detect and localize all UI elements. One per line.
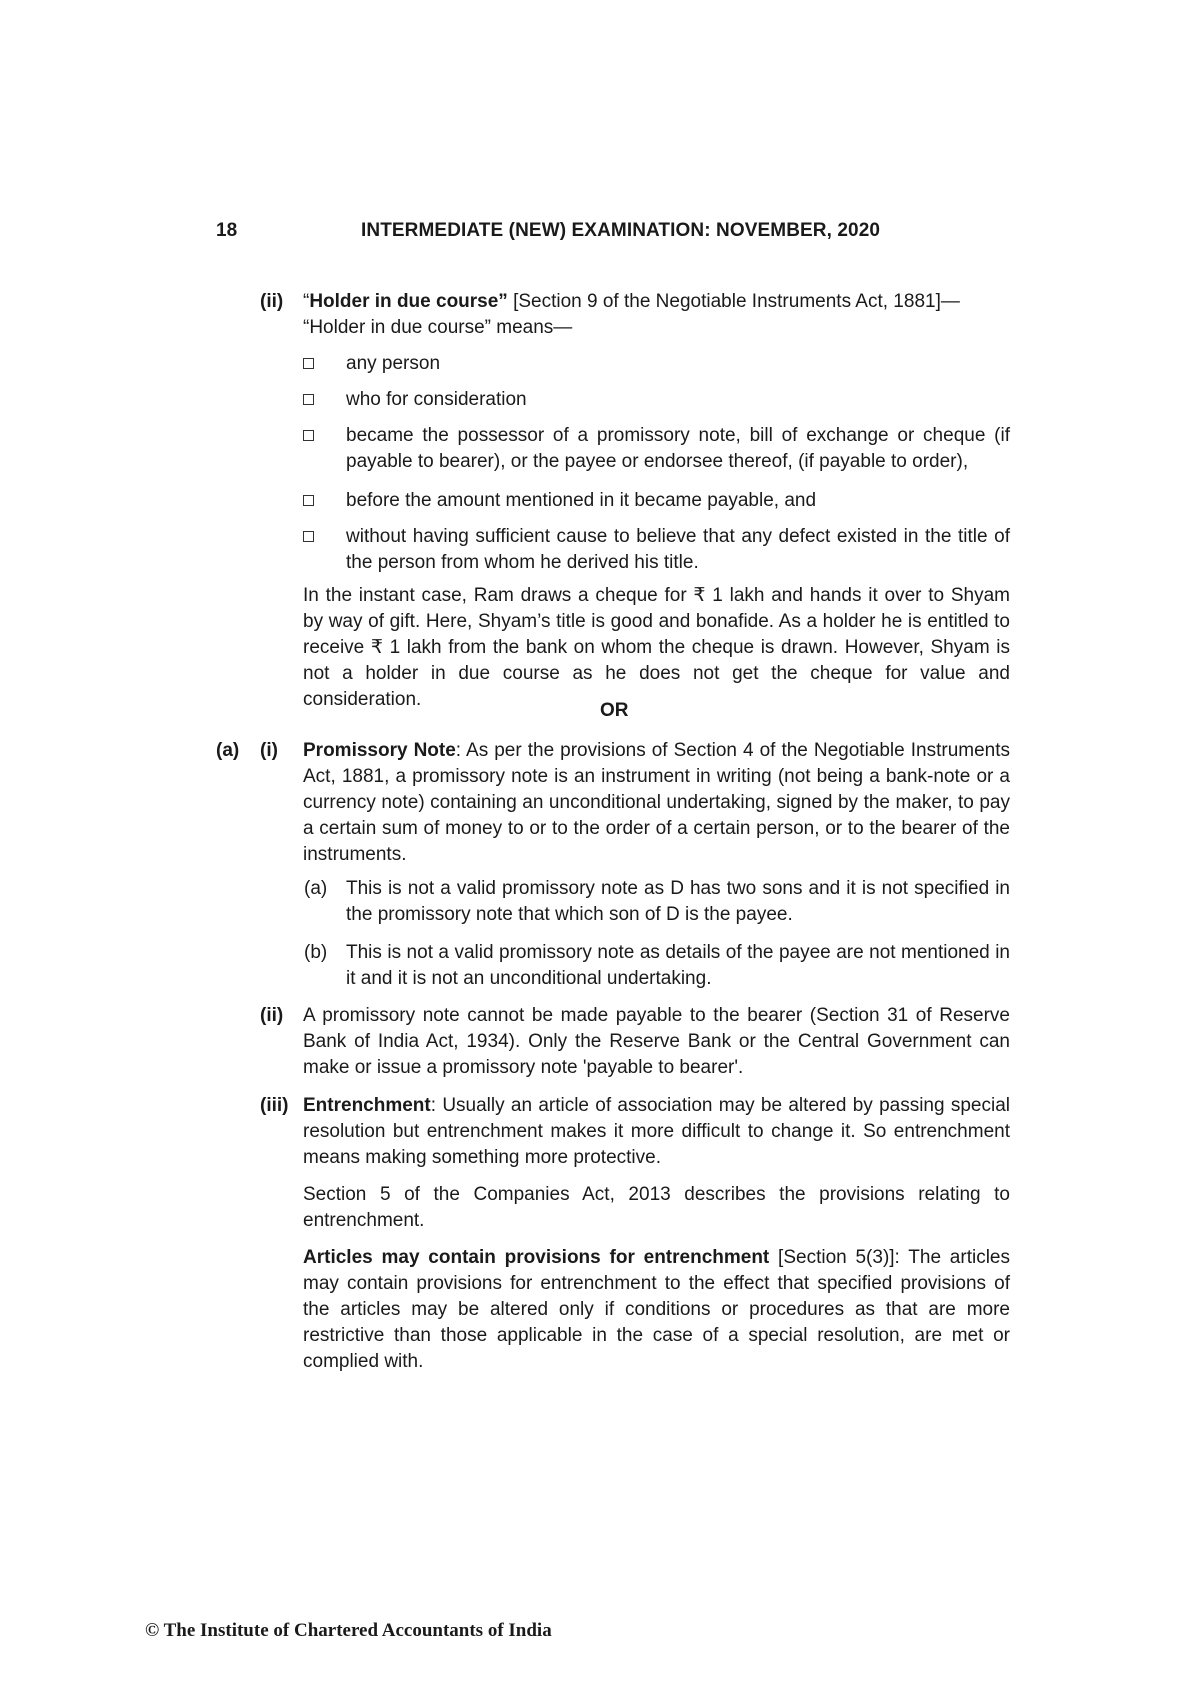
- sub-item-text: This is not a valid promissory note as details of the payee are not mentioned in it and it is not an unconditional undertaking.: [346, 942, 1010, 989]
- bullet-item: became the possessor of a promissory note, bill of exchange or cheque (if payable to bearer), or the payee or endorsee thereof, (if payable to order),: [346, 425, 1010, 472]
- holder-intro-rest: [Section 9 of the Negotiable Instruments Act, 1881]—: [507, 291, 960, 312]
- part-a-ii-label: (ii): [260, 1005, 284, 1026]
- holder-paragraph: In the instant case, Ram draws a cheque for ₹ 1 lakh and hands it over to Shyam by way of gift. Here, Shyam’s title is good and bonafide. As a holder he is entitled to receive ₹ 1 lakh from the bank on whom the cheque is drawn. However, Shyam is not a holder in due course as he does not get the cheque for value and consideration.: [303, 585, 1010, 710]
- part-a-ii-text: A promissory note cannot be made payable to the bearer (Section 31 of Reserve Bank of India Act, 1934). Only the Reserve Bank or the Central Government can make or issue a promissory note 'payable to bearer'.: [303, 1005, 1010, 1078]
- entrenchment-text: : Usually an article of association may be altered by passing special resolution but entrenchment makes it more difficult to change it. So entrenchment means making something more protective.: [303, 1095, 1010, 1168]
- entrenchment-term: Entrenchment: [303, 1095, 431, 1116]
- bullet-checkbox-icon: [303, 356, 314, 374]
- bullet-item: who for consideration: [346, 389, 527, 410]
- holder-intro-line2: “Holder in due course” means—: [303, 317, 573, 338]
- promissory-note-definition: [303, 738, 1010, 868]
- part-a-i-label: (i): [260, 740, 278, 761]
- page-header-title: INTERMEDIATE (NEW) EXAMINATION: NOVEMBER, 2020: [361, 220, 881, 241]
- bullet-item: any person: [346, 353, 441, 374]
- holder-intro: [303, 289, 1010, 341]
- sub-item-text: This is not a valid promissory note as D has two sons and it is not specified in the promissory note that which son of D is the payee.: [346, 878, 1010, 925]
- part-a-iii-label: (iii): [260, 1095, 289, 1116]
- or-separator: OR: [600, 700, 629, 721]
- entrenchment-para3: [303, 1245, 1010, 1375]
- entrenchment-para3-term: Articles may contain provisions for entrenchment: [303, 1247, 770, 1268]
- promissory-note-text: : As per the provisions of Section 4 of the Negotiable Instruments Act, 1881, a promissory note is an instrument in writing (not being a bank-note or a currency note) containing an unconditional undertaking, signed by the maker, to pay a certain sum of money to or to the order of a certain person, or to the bearer of the instruments.: [303, 740, 1011, 865]
- holder-term: Holder in due course”: [309, 291, 508, 312]
- entrenchment-para2: Section 5 of the Companies Act, 2013 describes the provisions relating to entrenchment.: [303, 1184, 1010, 1231]
- sub-item-label: (a): [304, 878, 328, 899]
- entrenchment-para3-text: [Section 5(3)]: The articles may contain provisions for entrenchment to the effect that specified provisions of the articles may be altered only if conditions or procedures as that are more restrictive than those applicable in the case of a special resolution, are met or complied with.: [303, 1247, 1010, 1372]
- footer-copyright: © The Institute of Chartered Accountants of India: [145, 1620, 552, 1641]
- open-quote: “: [303, 291, 310, 312]
- promissory-note-term: Promissory Note: [303, 740, 456, 761]
- bullet-item: before the amount mentioned in it became payable, and: [346, 490, 817, 511]
- bullet-checkbox-icon: [303, 428, 314, 446]
- part-ii-label: (ii): [260, 291, 284, 312]
- sub-item-label: (b): [304, 942, 328, 963]
- part-a-label: (a): [216, 740, 240, 761]
- bullet-item: without having sufficient cause to believe that any defect existed in the title of the person from whom he derived his title.: [346, 526, 1010, 573]
- bullet-checkbox-icon: [303, 493, 314, 511]
- page-number: 18: [216, 220, 238, 241]
- entrenchment-definition: [303, 1093, 1010, 1171]
- bullet-checkbox-icon: [303, 392, 314, 410]
- bullet-checkbox-icon: [303, 529, 314, 547]
